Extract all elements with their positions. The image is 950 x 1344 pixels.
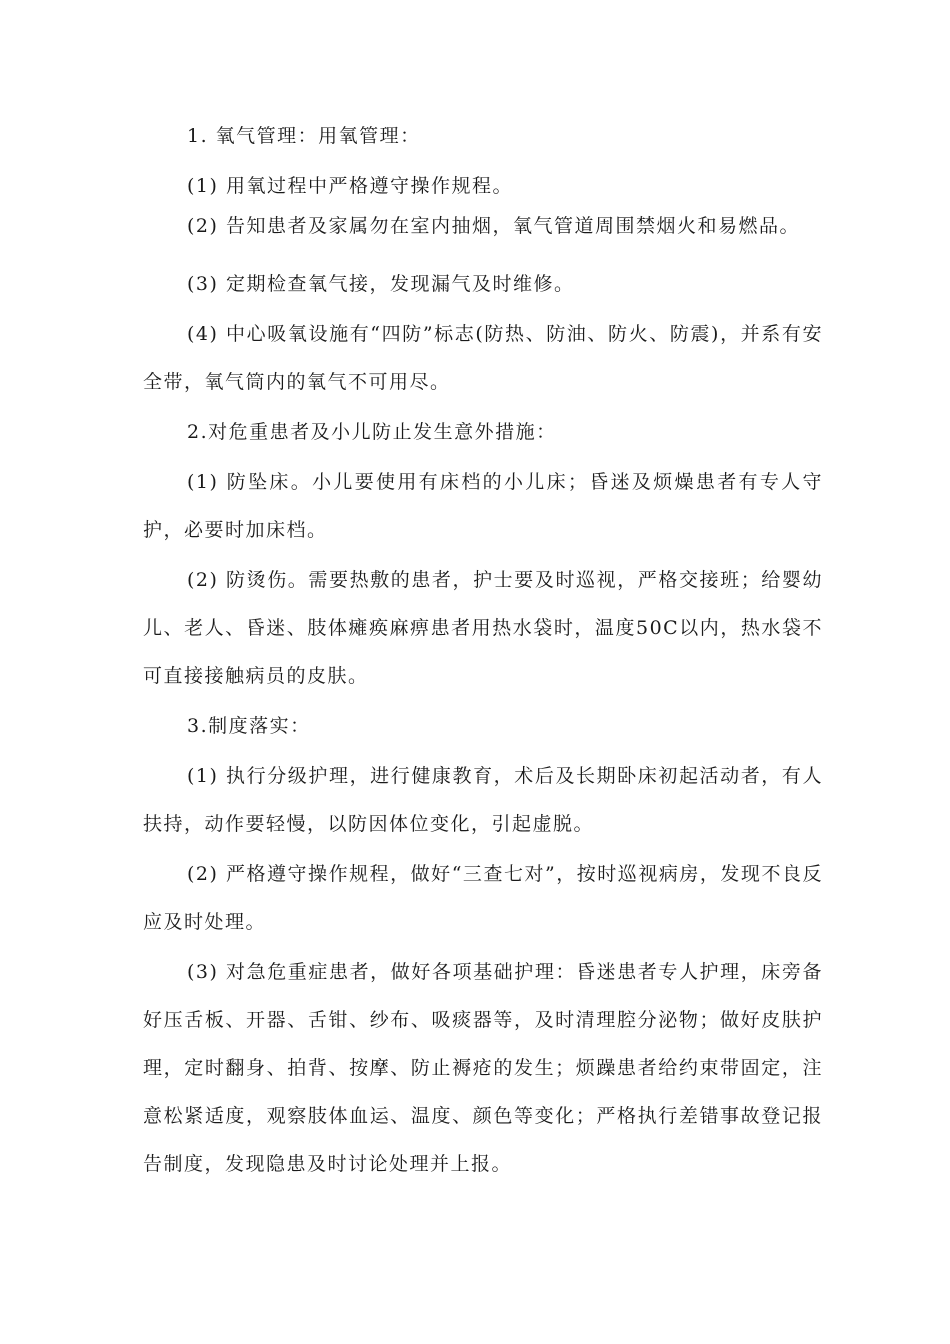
- list-item: (3) 定期检查氧气接，发现漏气及时维修。: [187, 273, 575, 295]
- list-item: (2) 防烫伤。需要热敷的患者，护士要及时巡视，严格交接班；给婴幼儿、老人、昏迷、肢体瘫痪麻痹患者用热水袋时，温度50C以内，热水袋不可直接接触病员的皮肤。: [143, 569, 823, 687]
- list-item: (1) 执行分级护理，进行健康教育，术后及长期卧床初起活动者，有人扶持，动作要轻慢，以防因体位变化，引起虚脱。: [143, 765, 823, 835]
- section-heading-policy: 3.制度落实：: [187, 715, 311, 737]
- list-item: (3) 对急危重症患者，做好各项基础护理：昏迷患者专人护理，床旁备好压舌板、开器、舌钳、纱布、吸痰器等，及时清理腔分泌物；做好皮肤护理，定时翻身、拍背、按摩、防止褥疮的发生；烦躁患者给约束带固定，注意松紧适度，观察肢体血运、温度、颜色等变化；严格执行差错事故登记报告制度，发现隐患及时讨论处理并上报。: [143, 961, 823, 1175]
- section-heading-critical-patients: 2.对危重患者及小儿防止发生意外措施：: [187, 421, 557, 443]
- list-item: (1) 用氧过程中严格遵守操作规程。: [187, 175, 513, 197]
- list-item: (2) 告知患者及家属勿在室内抽烟，氧气管道周围禁烟火和易燃品。: [187, 215, 800, 237]
- list-item: (4) 中心吸氧设施有“四防”标志(防热、防油、防火、防震)，并系有安全带，氧气筒内的氧气不可用尽。: [143, 323, 823, 393]
- section-heading-oxygen: 1. 氧气管理：用氧管理：: [187, 125, 421, 147]
- list-item: (2) 严格遵守操作规程，做好“三查七对”，按时巡视病房，发现不良反应及时处理。: [143, 863, 823, 933]
- document-body: [143, 112, 823, 1190]
- list-item: (1) 防坠床。小儿要使用有床档的小儿床；昏迷及烦燥患者有专人守护，必要时加床档。: [143, 471, 823, 541]
